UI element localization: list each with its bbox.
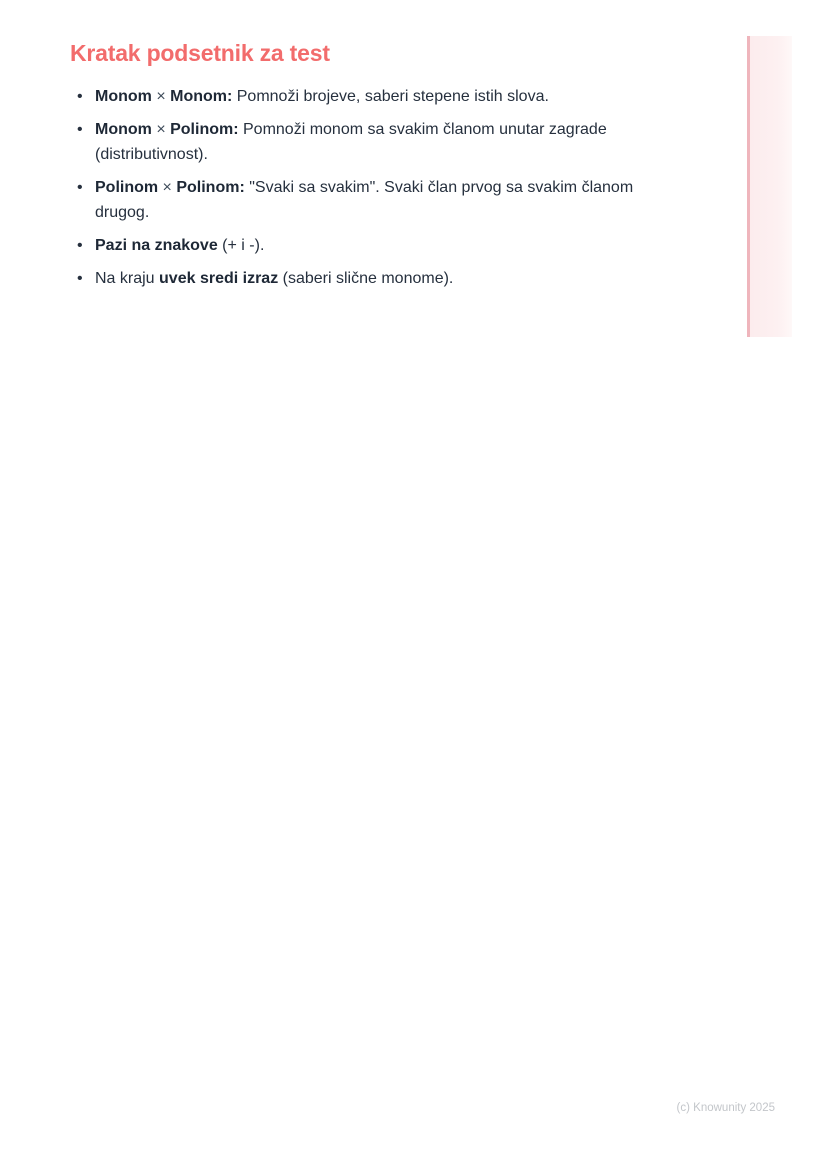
list-item-text: Pomnoži brojeve, saberi stepene istih slova. xyxy=(232,88,549,105)
list-item-term: Monom: xyxy=(170,88,233,105)
multiplication-sign: × xyxy=(151,121,171,138)
page-title: Kratak podsetnik za test xyxy=(70,40,330,66)
list-item-term: Pazi na znakove xyxy=(95,237,218,254)
list-item-text: (+ i -). xyxy=(217,237,265,254)
list-item-text: "Svaki sa svakim". Svaki član prvog sa svakim članom drugog. xyxy=(95,179,634,221)
multiplication-sign: × xyxy=(151,88,171,105)
list-item-text: (saberi slične monome). xyxy=(278,270,454,287)
list-item-term: uvek sredi izraz xyxy=(159,270,279,287)
list-item xyxy=(70,117,648,167)
list-item xyxy=(70,175,648,225)
list-item-term: Polinom: xyxy=(176,179,245,196)
list-item xyxy=(70,266,648,291)
reminder-list xyxy=(70,84,648,299)
list-item-text: Na kraju xyxy=(95,270,160,287)
list-item-term: Monom xyxy=(95,88,152,105)
list-item xyxy=(70,233,648,258)
list-item xyxy=(70,84,648,109)
list-item-term: Monom xyxy=(95,121,152,138)
list-item-term: Polinom: xyxy=(170,121,239,138)
footer-credit: (c) Knowunity 2025 xyxy=(676,1102,775,1114)
multiplication-sign: × xyxy=(158,179,177,196)
list-item-text: Pomnoži monom sa svakim članom unutar zagrade (distributivnost). xyxy=(95,121,607,163)
accent-bar xyxy=(747,36,792,337)
list-item-term: Polinom xyxy=(95,179,159,196)
